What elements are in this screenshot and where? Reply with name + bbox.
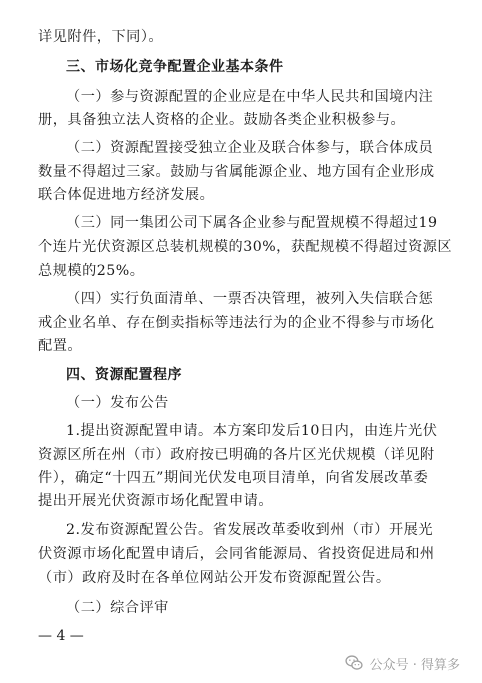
text-line: 资源区所在州（市）政府按已明确的各片区光伏规模（详见附 xyxy=(38,447,435,463)
text-line: （四）实行负面清单、一票否决管理，被列入失信联合惩 xyxy=(66,291,434,307)
text-line: 戒企业名单、存在倒卖指标等违法行为的企业不得参与市场化 xyxy=(38,315,435,331)
text-line: （市）政府及时在各单位网站公开发布资源配置公告。 xyxy=(38,570,391,586)
text-line: 册，具备独立法人资格的企业。鼓励各类企业积极参与。 xyxy=(38,112,406,128)
text-line: （三）同一集团公司下属各企业参与配置规模不得超过19 xyxy=(66,215,438,231)
text-line: 详见附件，下同）。 xyxy=(38,29,164,45)
text-line: 配置。 xyxy=(38,338,83,354)
text-line: （一）参与资源配置的企业应是在中华人民共和国境内注 xyxy=(66,89,434,105)
wechat-icon xyxy=(344,653,364,673)
text-line: （二）综合评审 xyxy=(66,600,169,616)
text-line: 提出开展光伏资源市场化配置申请。 xyxy=(38,493,274,509)
text-line: 1.提出资源配置申请。本方案印发后10日内，由连片光伏 xyxy=(66,423,438,439)
text-line: 伏资源市场化配置申请后，会同省能源局、省投资促进局和州 xyxy=(38,546,435,562)
watermark xyxy=(344,653,460,673)
section-heading: 四、资源配置程序 xyxy=(66,367,182,383)
text-line: 个连片光伏资源区总装机规模的30%，获配规模不得超过资源区 xyxy=(38,239,453,255)
text-line: 联合体促进地方经济发展。 xyxy=(38,187,215,203)
text-line: （一）发布公告 xyxy=(66,395,169,411)
text-line: 2.发布资源配置公告。省发展改革委收到州（市）开展光 xyxy=(66,522,434,538)
text-line: （二）资源配置接受独立企业及联合体参与，联合体成员 xyxy=(66,140,434,156)
text-line: 件），确定“十四五”期间光伏发电项目清单，向省发展改革委 xyxy=(38,470,429,486)
text-line: 总规模的25%。 xyxy=(38,263,145,279)
watermark-text: 公众号 · 得算多 xyxy=(369,657,460,673)
text-line: 数量不得超过三家。鼓励与省属能源企业、地方国有企业形成 xyxy=(38,164,435,180)
page-number: — 4 — xyxy=(38,628,84,644)
section-heading: 三、市场化竞争配置企业基本条件 xyxy=(66,59,284,75)
